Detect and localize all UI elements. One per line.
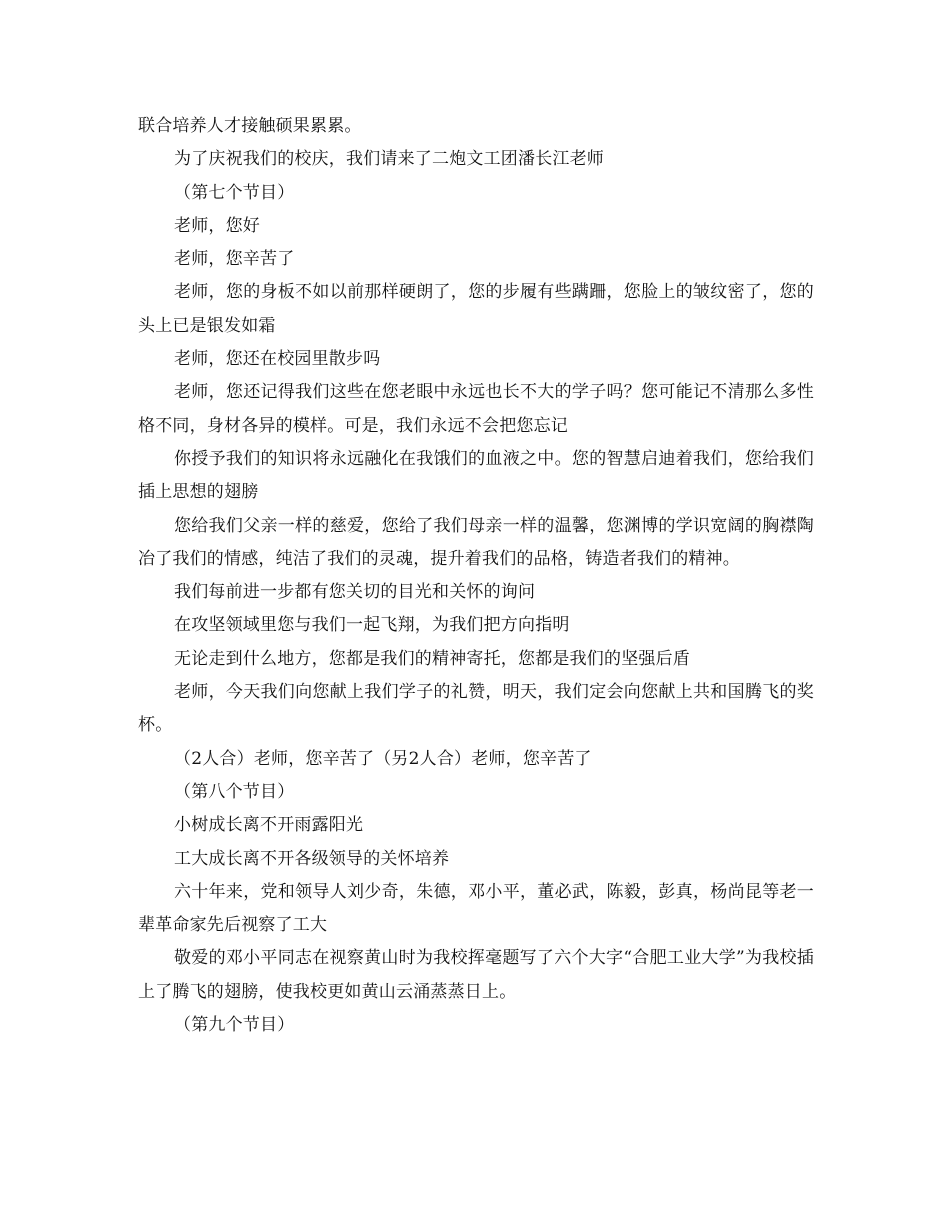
paragraph: 老师，您还记得我们这些在您老眼中永远也长不大的学子吗？您可能记不清那么多性格不同，身材各异的模样。可是，我们永远不会把您忘记 — [138, 382, 814, 436]
paragraph: 我们每前进一步都有您关切的目光和关怀的询问 — [174, 582, 536, 603]
paragraph: 六十年来，党和领导人刘少奇，朱德，邓小平，董必武，陈毅，彭真，杨尚昆等老一辈革命家先后视察了工大 — [138, 881, 814, 936]
paragraph: 老师，您的身板不如以前那样硬朗了，您的步履有些蹒跚，您脸上的皱纹密了，您的头上已是银发如霜 — [138, 282, 814, 336]
paragraph: （2人合）老师，您辛苦了（另2人合）老师，您辛苦了 — [174, 748, 592, 769]
paragraph: 联合培养人才接触硕果累累。 — [138, 116, 362, 136]
paragraph: （第九个节目） — [174, 1015, 295, 1036]
paragraph: 您给我们父亲一样的慈爱，您给了我们母亲一样的温馨，您渊博的学识宽阔的胸襟陶冶了我们的情感，纯洁了我们的灵魂，提升着我们的品格，铸造者我们的精神。 — [138, 515, 814, 569]
paragraph: 小树成长离不开雨露阳光 — [174, 815, 364, 836]
paragraph: 老师，您辛苦了 — [174, 249, 295, 270]
paragraph: 敬爱的邓小平同志在视察黄山时为我校挥毫题写了六个大字“合肥工业大学”为我校插上了腾飞的翅膀，使我校更如黄山云涌蒸蒸日上。 — [138, 948, 814, 1002]
document-body — [138, 110, 814, 1042]
paragraph: 老师，您好 — [174, 215, 260, 236]
paragraph: 为了庆祝我们的校庆，我们请来了二炮文工团潘长江老师 — [174, 149, 604, 170]
paragraph: 无论走到什么地方，您都是我们的精神寄托，您都是我们的坚强后盾 — [174, 648, 690, 669]
paragraph: 在攻坚领域里您与我们一起飞翔，为我们把方向指明 — [174, 615, 570, 636]
paragraph: （第七个节目） — [174, 182, 295, 203]
paragraph: 工大成长离不开各级领导的关怀培养 — [174, 848, 450, 869]
paragraph: 老师，您还在校园里散步吗 — [174, 349, 381, 370]
paragraph: （第八个节目） — [174, 781, 295, 802]
paragraph: 老师，今天我们向您献上我们学子的礼赞，明天，我们定会向您献上共和国腾飞的奖杯。 — [138, 682, 814, 736]
paragraph: 你授予我们的知识将永远融化在我饿们的血液之中。您的智慧启迪着我们，您给我们插上思想的翅膀 — [138, 448, 814, 503]
